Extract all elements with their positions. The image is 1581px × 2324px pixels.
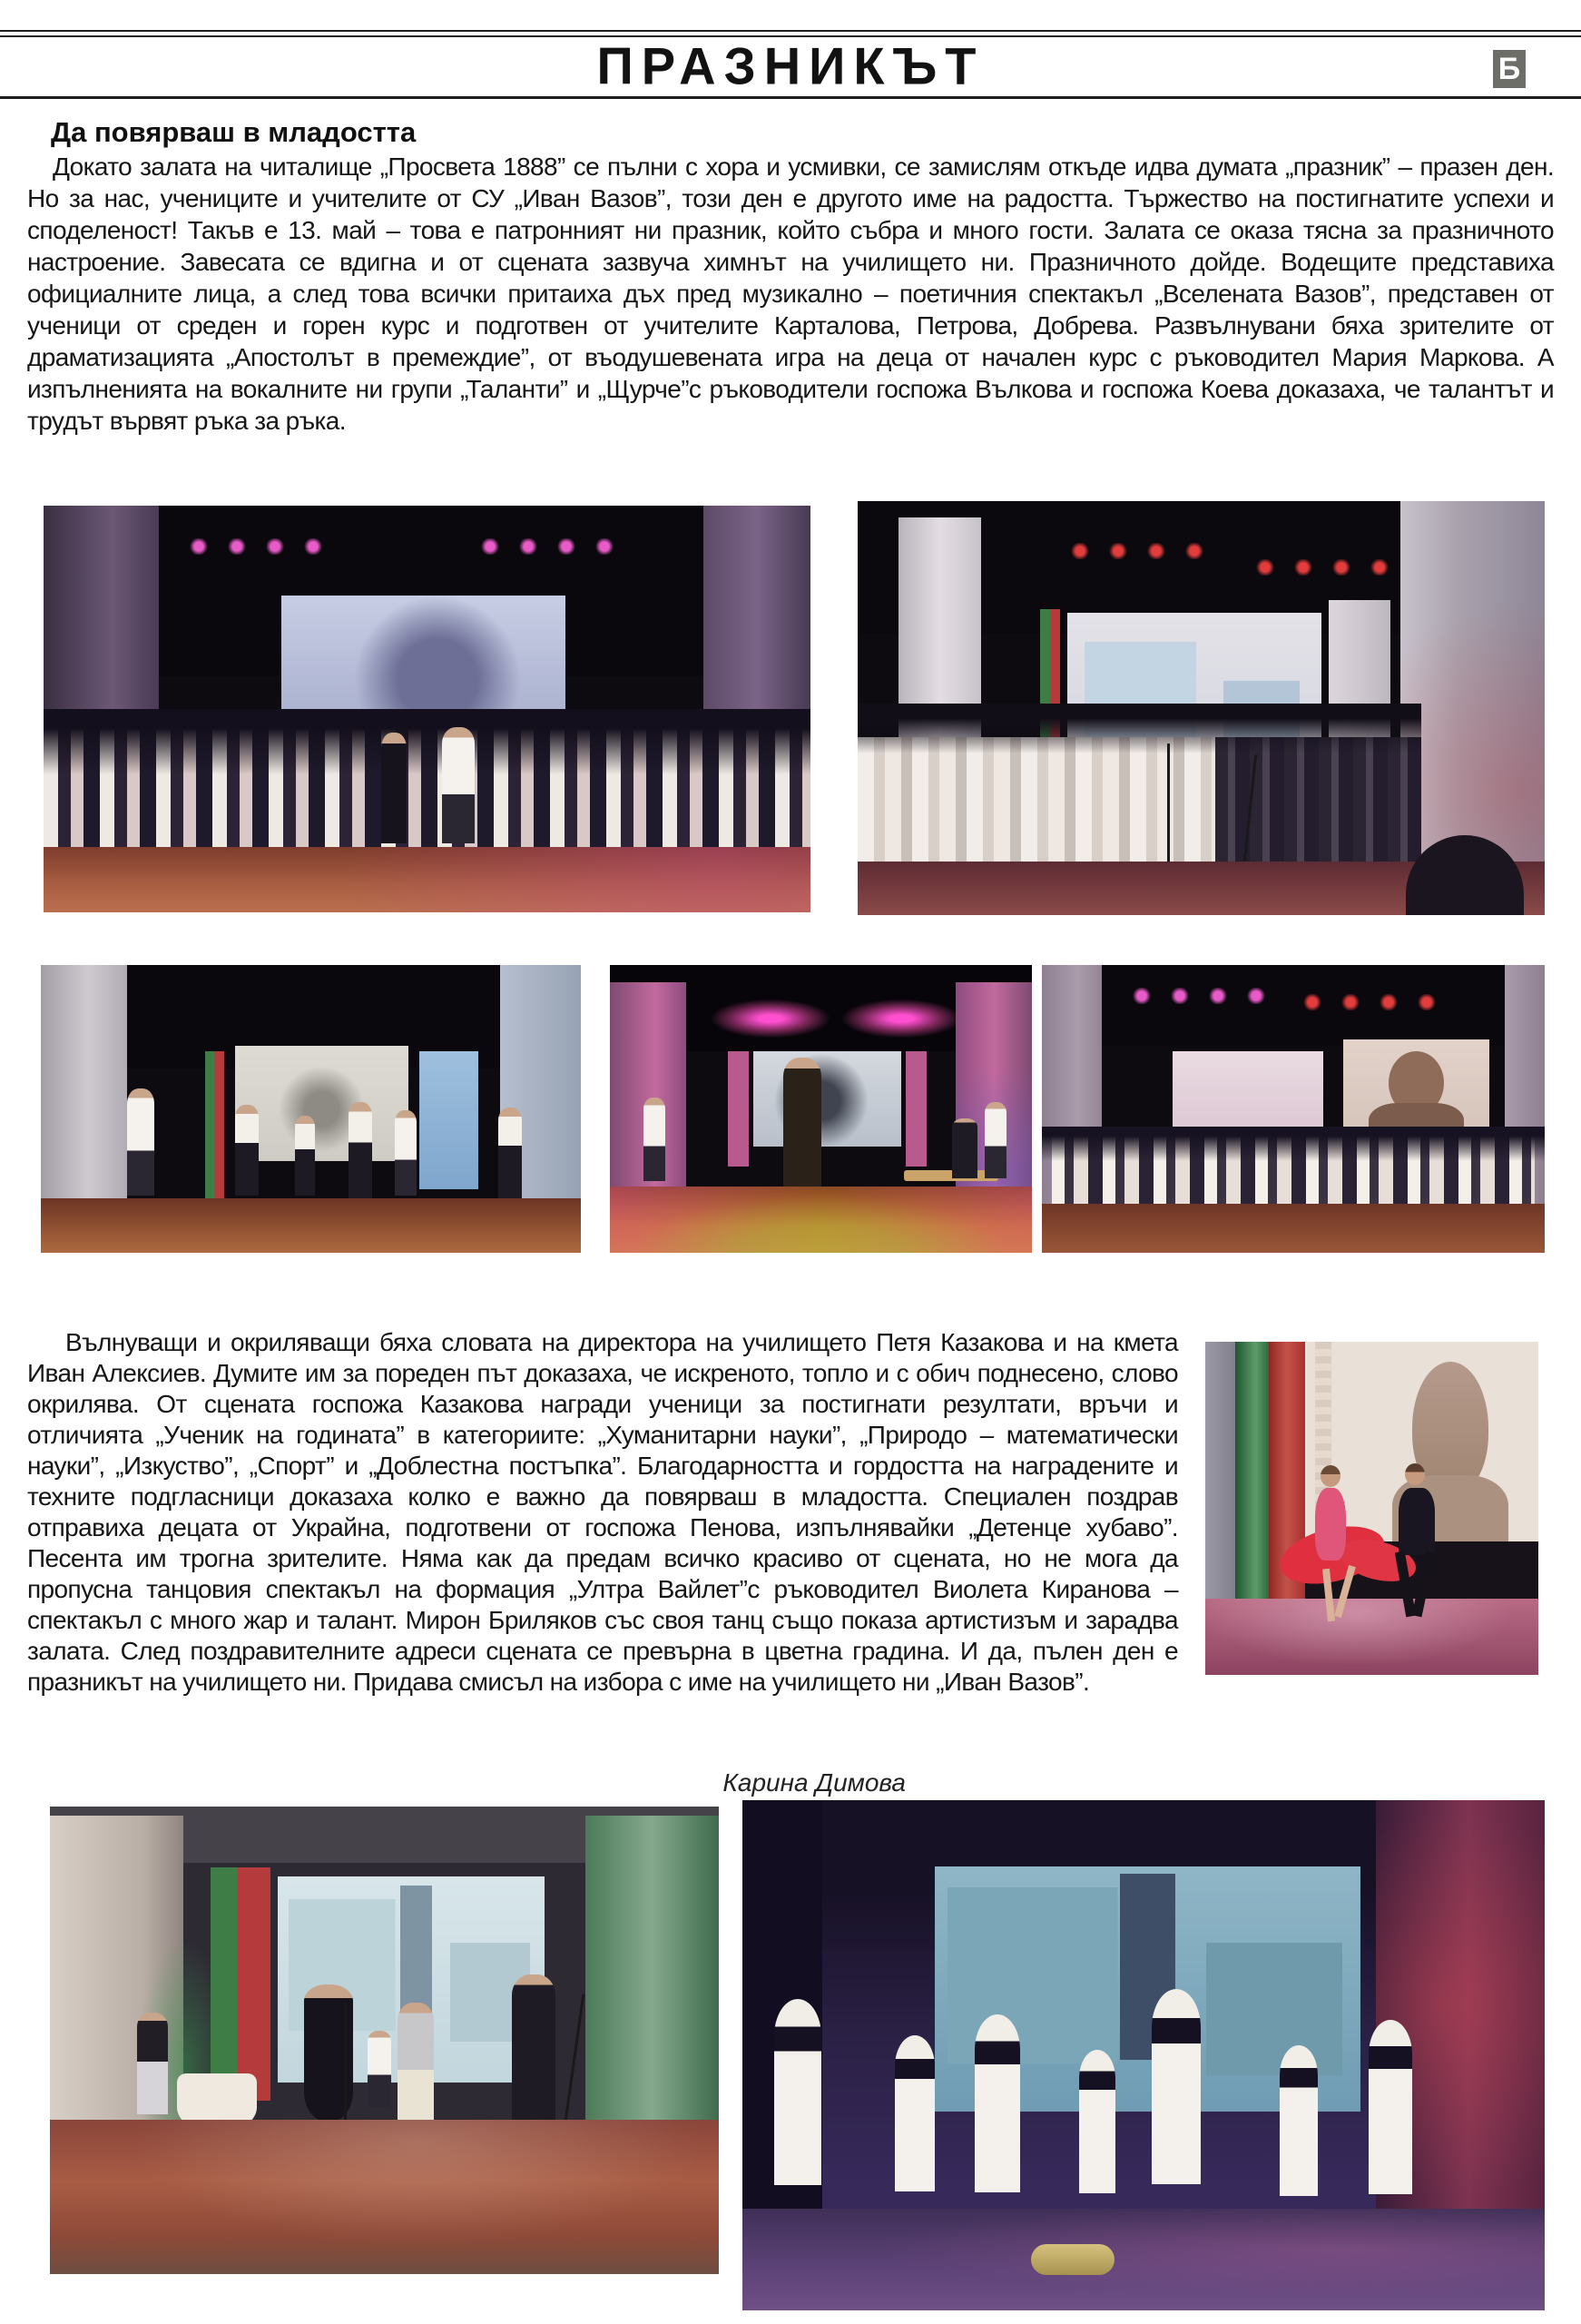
stage-light-glow (842, 1000, 960, 1038)
stage-lights (190, 538, 326, 555)
page-number-badge: Б (1493, 50, 1526, 88)
stage-lights (1133, 988, 1269, 1004)
stage-light-glow (712, 1000, 830, 1038)
stage-lights (1256, 559, 1392, 576)
dancer-boy-head (1405, 1463, 1425, 1485)
article-paragraph-2: Вълнуващи и окриляващи бяха словата на директора на училището Петя Казакова и на кмета Иван Алексиев. Думите им за пореден път доказаха, че искреното, топло и с обич поднесено, слово окрилява. От сцената госпожа Казакова награди ученици за постигнати резултати, връчи и отличията „Ученик на годината” в категориите: „Хуманитарни науки”, „Природо – математически науки”, „Изкуство”, „Спорт” и „Доблестна постъпка”. Благодарността и гордостта на наградените и техните подгласници доказаха колко е важно да повярваш в младостта. Специален поздрав отправиха децата от Украйна, подготвени от госпожа Пенова, изпълнявайки „Детенце хубаво”. Песента им трогна зрителите. Няма как да предам всичко красиво от сцената, но не мога да пропусна танцовия спектакъл на формация „Ултра Вайлет”с ръководител Виолета Киранова – спектакъл с много жар и талант. Мирон Бриляков със своя танц също показа артистизъм и зарадва залата. След поздравителните адреси сцената се превърна в цветна градина. И да, пълен ден е празникът на училището ни. Придава смисъл на избора с име на училището ни „Иван Вазов”. (27, 1328, 1178, 1696)
article-headline: Да повярваш в младостта (51, 116, 417, 148)
photo-choir (858, 501, 1545, 915)
figure-masked-dancer (774, 1999, 821, 2185)
figure-student (498, 1108, 522, 1198)
stage-floor (44, 847, 810, 912)
flag-stripes (205, 1051, 224, 1201)
choir-white-group (858, 737, 1215, 862)
blue-panel (419, 1051, 478, 1189)
mic-stand (1167, 743, 1170, 862)
figure-presenter-boy (442, 727, 475, 843)
stage-lights (481, 538, 617, 555)
stage-floor (50, 2120, 719, 2274)
stage-floor (742, 2209, 1545, 2310)
photo-recital (41, 965, 581, 1253)
dancer-girl-head (1321, 1465, 1340, 1487)
photo-opening (44, 506, 810, 912)
figure-masked-dancer (975, 2014, 1020, 2192)
projection-screen (753, 1051, 901, 1147)
figure-actor-right (985, 1102, 1007, 1178)
performers-row-shade (1042, 1127, 1545, 1161)
figure-masked-dancer (1079, 2050, 1115, 2193)
performers-row-shade (44, 709, 810, 774)
figure-masked-dancer (1152, 1989, 1201, 2184)
stage-lights (1303, 994, 1439, 1010)
figure-student (395, 1110, 417, 1196)
figure-student (295, 1116, 315, 1196)
figure-student (235, 1105, 259, 1196)
figure-assistant-woman (137, 2013, 168, 2114)
screen-side-panel (728, 1051, 749, 1167)
photo-kids-line (1042, 965, 1545, 1253)
article-byline: Карина Димова (722, 1768, 906, 1797)
boombox-prop (1031, 2244, 1115, 2275)
article-paragraph-1: Докато залата на читалище „Просвета 1888” се пълни с хора и усмивки, се замислям откъде идва думата „празник” – празен ден. Но за нас, учениците и учителите от СУ „Иван Вазов”, този ден е другото име на радостта. Тържество на постигнатите успехи и споделеност! Такъв е 13. май – това е патронният ни празник, който събра и много гости. Залата се оказа тясна за празничното настроение. Завесата се вдигна и от сцената зазвуча химнът на училището ни. Празничното дойде. Водещите представиха официалните лица, а след това всички притаиха дъх пред музикално – поетичния спектакъл „Вселената Вазов”, представен от ученици от среден и горен курс и подготвен от учителите Карталова, Петрова, Добрева. Развълнувани бяха зрителите от драматизацията „Апостолът в премеждие”, от въодушевената игра на деца от начален курс с ръководител Мария Маркова. А изпълненията на вокалните ни групи „Таланти” и „Щурче”с ръководители госпожа Вълкова и госпожа Коева доказаха, че талантът и трудът вървят ръка за ръка. (27, 153, 1554, 435)
photo-awards (50, 1807, 719, 2274)
figure-seated-actor (952, 1118, 977, 1178)
figure-masked-dancer (1280, 2045, 1318, 2196)
stage-lights (1071, 543, 1207, 559)
photo-ultra-violet (742, 1800, 1545, 2310)
figure-masked-dancer (895, 2035, 935, 2191)
flag-stripes (211, 1867, 270, 2102)
photo-dance-couple (1205, 1342, 1538, 1675)
dancer-girl-body (1315, 1488, 1346, 1561)
dancer-boy-body (1399, 1488, 1435, 1555)
figure-actor-left (643, 1098, 665, 1181)
curtain-left (41, 965, 127, 1201)
mic-stand (562, 1994, 585, 2141)
figure-masked-dancer (1369, 2020, 1412, 2194)
figure-student (127, 1088, 154, 1196)
figure-child (368, 2031, 391, 2107)
figure-mayor (512, 1974, 555, 2122)
stage-floor (1205, 1599, 1538, 1675)
figure-awarded-boy (398, 2003, 434, 2132)
choir-shade (858, 704, 1421, 753)
figure-presenter-girl (381, 733, 407, 843)
figure-robed-actor (783, 1058, 821, 1192)
figure-student (349, 1102, 372, 1198)
stage-floor (610, 1187, 1032, 1253)
stage-floor (41, 1198, 581, 1253)
stage-dark-top (1042, 965, 1545, 1046)
top-rule-1 (0, 30, 1581, 32)
masthead-title: ПРАЗНИКЪТ (596, 36, 985, 95)
masthead-bottom-rule (0, 96, 1581, 99)
photo-drama (610, 965, 1032, 1253)
screen-side-panel (906, 1051, 927, 1167)
projection-screen (235, 1046, 408, 1161)
stage-floor (1042, 1204, 1545, 1253)
